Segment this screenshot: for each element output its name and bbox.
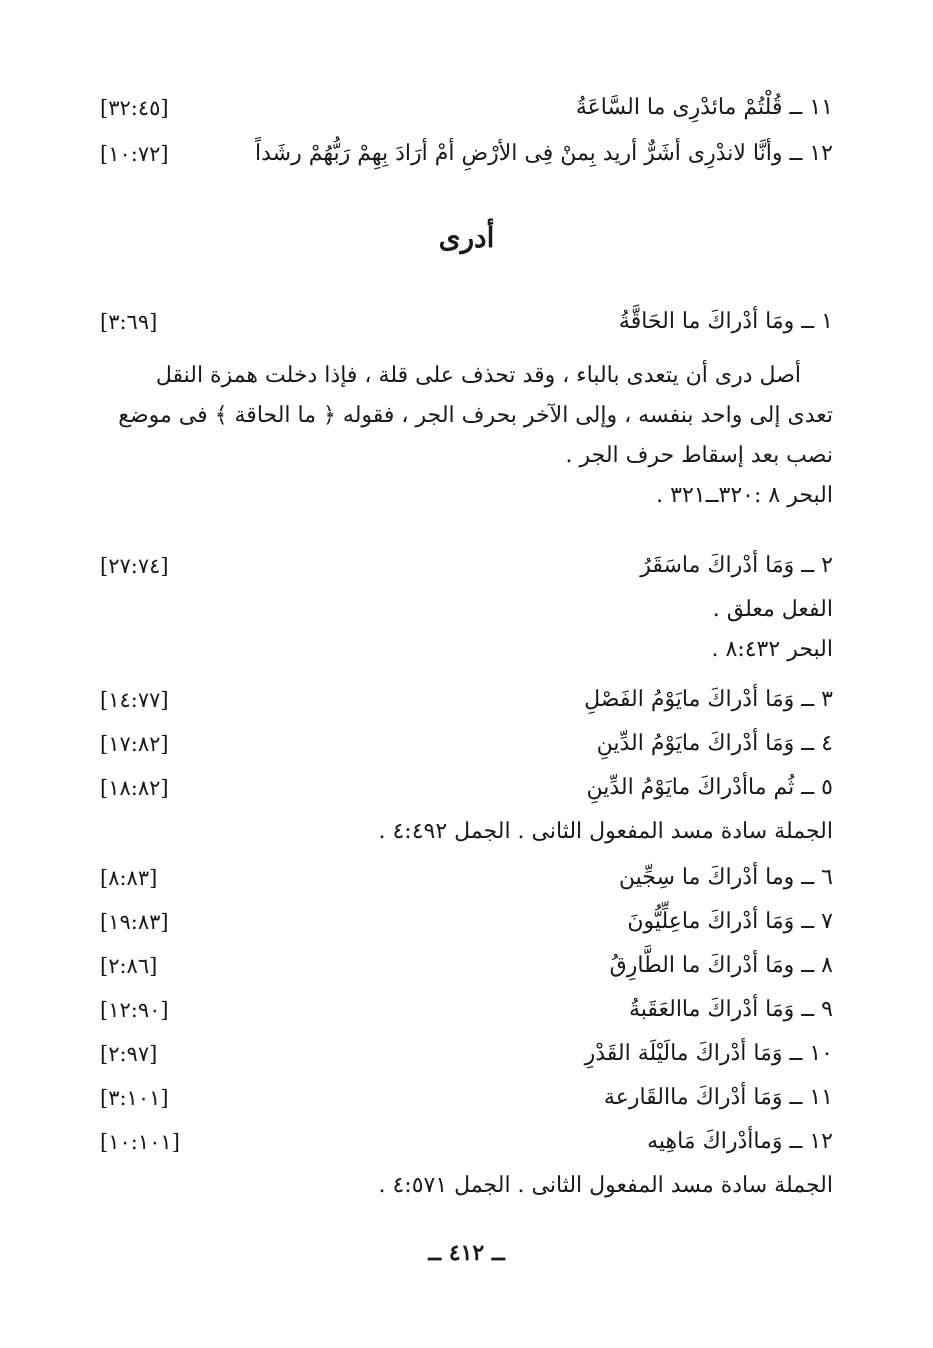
- verse-reference: [١٩:٨٣]: [100, 910, 169, 934]
- verse-text: ٨ ــ ومَا أدْراكَ ما الطَّارِقُ: [609, 953, 833, 978]
- verse-reference: [١٨:٨٢]: [100, 776, 169, 800]
- verse-entry: [100, 946, 833, 986]
- verse-reference: [٨:٨٣]: [100, 866, 158, 890]
- verse-reference: [١٠:٧٢]: [100, 142, 169, 166]
- grammar-note: [100, 590, 833, 670]
- verse-reference: [٢:٩٧]: [100, 1042, 158, 1066]
- verse-reference: [١٤:٧٧]: [100, 688, 169, 712]
- note-line: الجملة سادة مسد المفعول الثانى . الجمل ٤:٤٩٢ .: [378, 819, 833, 844]
- verse-text: ٩ ــ وَمَا أدْراكَ ماالعَقَبةُ: [628, 997, 833, 1022]
- grammar-note: [100, 812, 833, 852]
- note-line: نصب بعد إسقاط حرف الجر .: [565, 443, 833, 468]
- verse-reference: [١٢:٩٠]: [100, 998, 169, 1022]
- verse-entry: [100, 680, 833, 720]
- note-source: البحر ٨:٤٣٢ .: [711, 637, 833, 662]
- grammar-note: [100, 1166, 833, 1206]
- verse-entry: [100, 902, 833, 942]
- note-source: البحر ٨ :٣٢٠ــ٣٢١ .: [656, 483, 833, 508]
- verse-entry: [100, 1078, 833, 1118]
- section-heading: أدرى: [438, 221, 495, 254]
- verse-reference: [٢:٨٦]: [100, 954, 158, 978]
- verse-text: ١٠ ــ وَمَا أدْراكَ مالَيْلَة القَدْرِ: [584, 1041, 833, 1066]
- verse-reference: [١٧:٨٢]: [100, 732, 169, 756]
- verse-text: ٢ ــ وَمَا أدْراكَ ماسَقَرُ: [640, 553, 833, 578]
- verse-text: ٧ ــ وَمَا أدْراكَ ماعِلِّيُّونَ: [627, 909, 833, 934]
- verse-entry: [100, 302, 833, 342]
- verse-text: ١١ ــ وَمَا أدْراكَ ماالقَارعة: [603, 1085, 833, 1110]
- verse-entry: [100, 546, 833, 586]
- verse-entry: [100, 1034, 833, 1074]
- verse-reference: [١٠:١٠١]: [100, 1130, 180, 1154]
- verse-text: ١٢ ــ وَماأدْراكَ مَاهِيه: [647, 1129, 833, 1154]
- verse-text: ٣ ــ وَمَا أدْراكَ مايَوْمُ الفَصْلِ: [584, 687, 833, 712]
- verse-entry: [100, 768, 833, 808]
- verse-text: ٤ ــ وَمَا أدْراكَ مايَوْمُ الدِّينِ: [596, 731, 833, 756]
- note-line: تعدى إلى واحد بنفسه ، وإلى الآخر بحرف الجر ، فقوله ﴿ ما الحاقة ﴾ فى موضع: [118, 403, 833, 428]
- verse-reference: [٣٢:٤٥]: [100, 96, 169, 120]
- verse-reference: [٣:١٠١]: [100, 1086, 169, 1110]
- verse-entry: [100, 858, 833, 898]
- note-line: الجملة سادة مسد المفعول الثانى . الجمل ٤:٥٧١ .: [378, 1173, 833, 1198]
- verse-text: ٥ ــ ثُم ماأدْراكَ مايَوْمُ الدِّينِ: [586, 775, 833, 800]
- verse-entry: [100, 134, 833, 174]
- page-number: ــ ٤١٢ ــ: [428, 1240, 505, 1266]
- verse-reference: [٢٧:٧٤]: [100, 554, 169, 578]
- verse-entry: [100, 1122, 833, 1162]
- verse-entry: [100, 990, 833, 1030]
- note-line: الفعل معلق .: [712, 597, 833, 622]
- verse-text: ١٢ ــ وأنَّا لاندْرِى أشَرٌّ أريد بِمنْ فِى الأرْضِ أمْ أرَادَ بِهِمْ رَبُّهُمْ رشَداً: [254, 141, 833, 166]
- grammar-note: [100, 356, 833, 516]
- verse-text: ١١ ــ قُلْتُمْ مائدْرِى ما السَّاعَةُ: [575, 95, 833, 120]
- verse-entry: [100, 88, 833, 128]
- note-line: أصل درى أن يتعدى بالباء ، وقد تحذف على قلة ، فإذا دخلت همزة النقل: [155, 363, 801, 388]
- verse-entry: [100, 724, 833, 764]
- verse-reference: [٣:٦٩]: [100, 310, 158, 334]
- verse-text: ١ ــ ومَا أدْراكَ ما الحَاقَّةُ: [618, 309, 833, 334]
- verse-text: ٦ ــ وما أدْراكَ ما سِجِّين: [618, 865, 833, 890]
